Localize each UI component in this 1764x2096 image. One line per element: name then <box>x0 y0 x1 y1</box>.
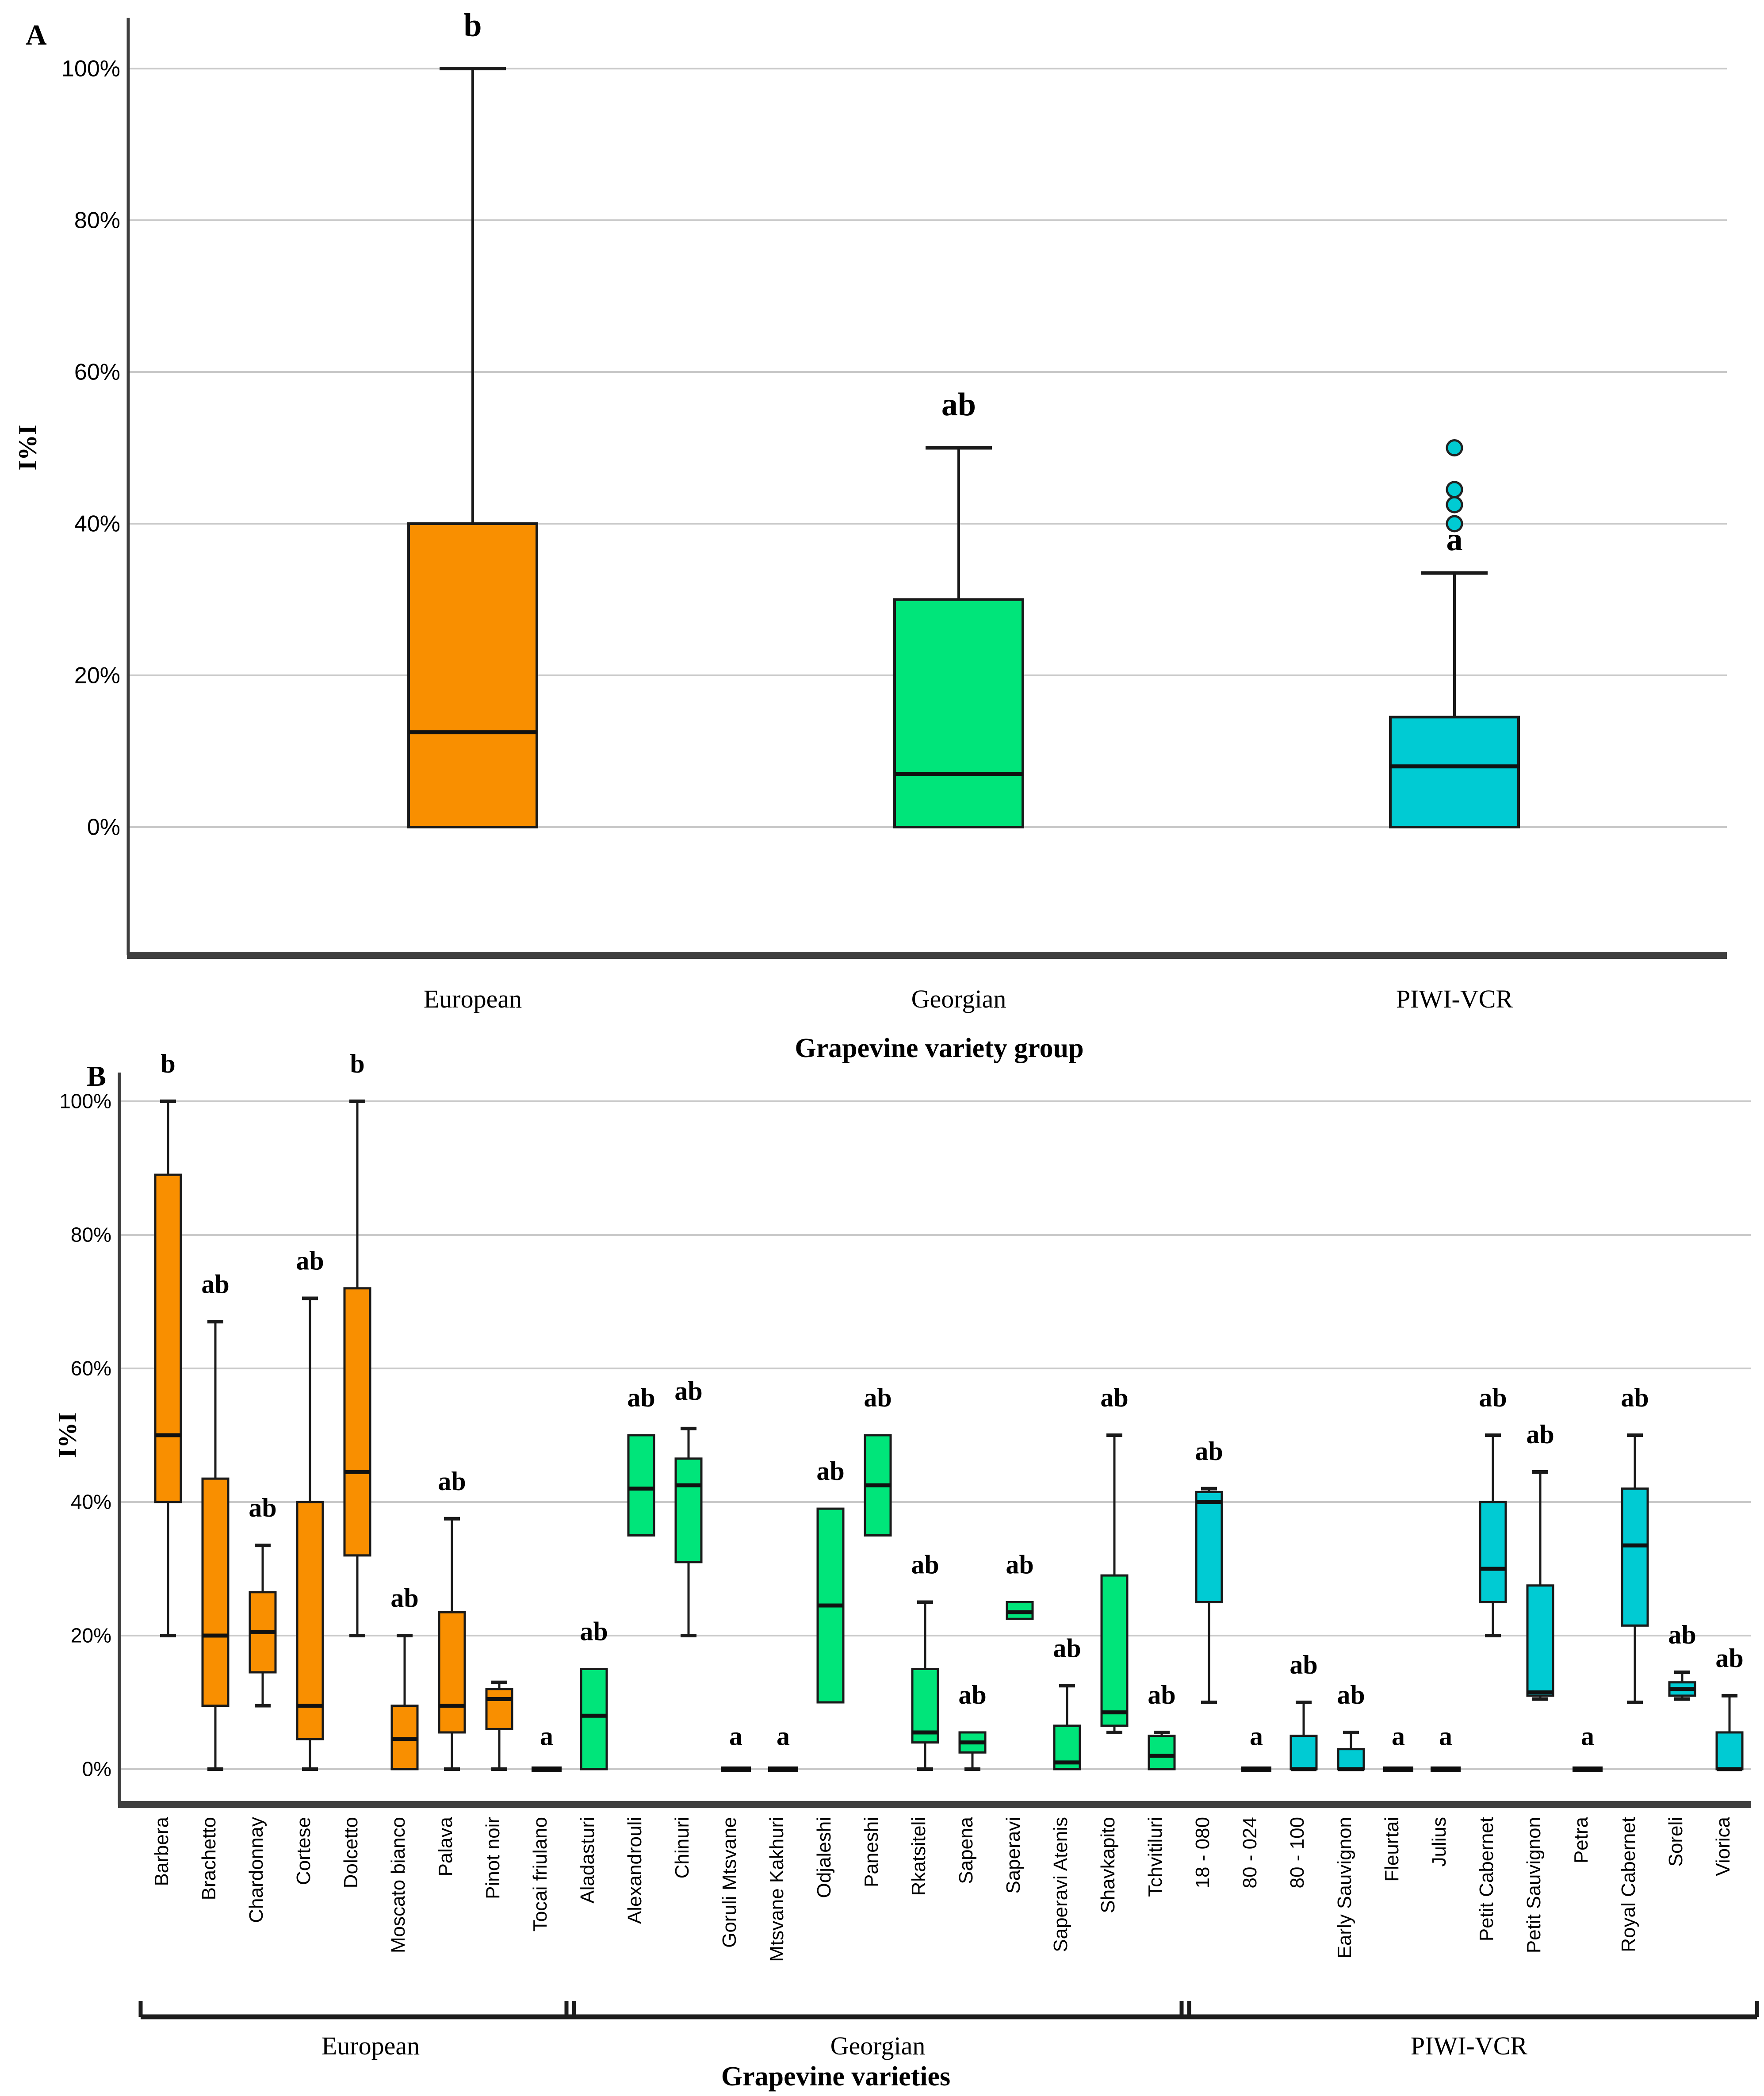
panel-b-variety-label: 18 - 080 <box>1192 1817 1213 1889</box>
panel-b-variety-label: Pinot noir <box>482 1817 504 1899</box>
panel-b-zero-dash <box>532 1766 562 1772</box>
panel-b-box <box>628 1435 654 1536</box>
panel-b-y-tick-label: 20% <box>70 1624 111 1647</box>
panel-b-variety-label: Moscato bianco <box>387 1817 409 1954</box>
panel-b-sig-label: a <box>1250 1721 1263 1751</box>
panel-b-zero-dash <box>721 1766 751 1772</box>
panel-b-box <box>1338 1749 1364 1769</box>
panel-a-box <box>1390 717 1519 827</box>
panel-b-variety-label: Dolcetto <box>340 1817 362 1889</box>
panel-a-y-tick-label: 100% <box>61 56 120 82</box>
panel-b-bracket-label-georgian: Georgian <box>830 2031 926 2060</box>
panel-b-variety-label: Shavkapito <box>1097 1817 1119 1913</box>
panel-b-sig-label: ab <box>249 1493 277 1523</box>
panel-b-variety-label: Soreli <box>1665 1817 1687 1867</box>
panel-b-variety-label: Saperavi <box>1003 1817 1024 1894</box>
panel-b-y-tick-label: 80% <box>70 1223 111 1246</box>
panel-a-y-axis-label: I%I <box>13 425 42 471</box>
panel-a-y-tick-label: 0% <box>87 814 120 840</box>
panel-b-sig-label: ab <box>1053 1633 1081 1663</box>
panel-b-sig-label: a <box>1392 1721 1405 1751</box>
panel-b-box <box>1622 1489 1648 1626</box>
panel-a-x-axis-title: Grapevine variety group <box>795 1033 1084 1063</box>
panel-b-box <box>1291 1736 1316 1770</box>
panel-b-variety-label: Viorica <box>1712 1817 1734 1876</box>
panel-b-variety-label: 80 - 024 <box>1239 1817 1261 1889</box>
panel-b-box <box>1480 1502 1506 1602</box>
panel-b-sig-label: ab <box>1715 1643 1744 1673</box>
panel-b-sig-label: ab <box>438 1466 466 1496</box>
panel-b-sig-label: ab <box>674 1376 703 1406</box>
panel-b-y-tick-label: 60% <box>70 1356 111 1380</box>
panel-b-y-tick-label: 100% <box>59 1089 111 1113</box>
panel-b-zero-dash <box>1241 1766 1271 1772</box>
panel-b-box <box>439 1612 465 1732</box>
panel-b-sig-label: ab <box>1526 1420 1554 1449</box>
panel-b-box <box>1527 1586 1553 1696</box>
panel-b-box <box>297 1502 323 1739</box>
panel-b-box <box>155 1175 181 1502</box>
panel-b-sig-label: ab <box>1195 1436 1223 1466</box>
panel-b-variety-label: Tocai friulano <box>529 1817 551 1932</box>
panel-b-y-axis-label: I%I <box>53 1412 82 1458</box>
panel-b-variety-label: Petra <box>1570 1817 1592 1864</box>
panel-b-variety-label: 80 - 100 <box>1286 1817 1308 1889</box>
panel-b-box <box>344 1288 370 1556</box>
panel-b-sig-label: ab <box>1337 1680 1365 1710</box>
panel-a-y-tick-label: 80% <box>74 207 120 234</box>
panel-b-variety-label: Aladasturi <box>577 1817 598 1904</box>
panel-b-variety-label: Palava <box>435 1817 456 1877</box>
panel-b-variety-label: Chardonnay <box>245 1817 267 1923</box>
panel-b-variety-label: Early Sauvignon <box>1334 1817 1355 1959</box>
panel-a-y-tick-label: 20% <box>74 663 120 689</box>
panel-b-sig-label: ab <box>1290 1650 1318 1680</box>
panel-b-variety-label: Sapena <box>955 1817 977 1884</box>
panel-b-variety-label: Mtsvane Kakhuri <box>766 1817 788 1962</box>
panel-a-outlier-point <box>1447 482 1462 497</box>
panel-b-box <box>1149 1736 1175 1770</box>
panel-b-variety-label: Alexandrouli <box>624 1817 646 1924</box>
panel-b-box <box>581 1669 607 1770</box>
panel-b-variety-label: Chinuri <box>671 1817 693 1879</box>
panel-b-variety-label: Cortese <box>293 1817 314 1885</box>
panel-a-category-european: European <box>423 985 522 1013</box>
panel-b-box <box>1102 1575 1127 1726</box>
panel-b-y-tick-label: 0% <box>82 1757 111 1781</box>
panel-b-variety-label: Fleurtai <box>1381 1817 1403 1882</box>
panel-b-x-axis-title: Grapevine varieties <box>721 2062 951 2092</box>
panel-a-category-georgian: Georgian <box>911 985 1006 1013</box>
panel-a-outlier-point <box>1447 497 1462 512</box>
panel-b-sig-label: ab <box>1621 1383 1649 1413</box>
panel-b-box <box>1196 1492 1222 1602</box>
panel-b-variety-label: Tchvitiluri <box>1144 1817 1166 1897</box>
panel-b-sig-label: a <box>729 1721 742 1751</box>
panel-a-letter: A <box>26 19 47 51</box>
panel-b-box <box>203 1479 228 1705</box>
panel-b-variety-label: Odjaleshi <box>813 1817 835 1898</box>
panel-b-y-tick-label: 40% <box>70 1490 111 1514</box>
panel-a-sig-label: a <box>1446 521 1463 558</box>
panel-a-y-tick-label: 60% <box>74 359 120 385</box>
panel-b-letter: B <box>87 1060 107 1092</box>
panel-b-zero-dash <box>1383 1766 1413 1772</box>
panel-b-variety-label: Petit Sauvignon <box>1523 1817 1545 1954</box>
panel-b-sig-label: ab <box>580 1617 608 1646</box>
panel-b-box <box>486 1689 512 1729</box>
panel-b-variety-label: Goruli Mtsvane <box>719 1817 740 1948</box>
panel-b-variety-label: Paneshi <box>861 1817 882 1888</box>
panel-b-sig-label: ab <box>296 1246 324 1276</box>
panel-b-variety-label: Royal Cabernet <box>1618 1817 1639 1952</box>
panel-a-y-tick-label: 40% <box>74 511 120 537</box>
panel-b-sig-label: ab <box>627 1383 655 1413</box>
panel-b-sig-label: a <box>540 1721 553 1751</box>
panel-a-sig-label: ab <box>941 386 976 423</box>
panel-b-sig-label: a <box>1439 1721 1452 1751</box>
panel-b-sig-label: a <box>777 1721 790 1751</box>
panel-b-bracket-label-european: European <box>321 2031 420 2060</box>
panel-b-variety-label: Rkatsiteli <box>908 1817 930 1896</box>
panel-a-sig-label: b <box>463 7 482 44</box>
panel-b-sig-label: b <box>161 1049 176 1079</box>
panel-b-variety-label: Petit Cabernet <box>1476 1817 1497 1942</box>
panel-a-box <box>409 524 537 827</box>
panel-b-box <box>1717 1732 1742 1769</box>
panel-b-sig-label: ab <box>1148 1680 1176 1710</box>
panel-b-sig-label: ab <box>390 1583 419 1613</box>
panel-b-sig-label: ab <box>864 1383 892 1413</box>
panel-b-sig-label: ab <box>958 1680 987 1710</box>
panel-b-sig-label: a <box>1581 1721 1594 1751</box>
panel-b-sig-label: ab <box>201 1269 230 1299</box>
panel-a-outlier-point <box>1447 441 1462 456</box>
panel-b-variety-label: Julius <box>1428 1817 1450 1867</box>
panel-b-variety-label: Barbera <box>151 1817 172 1886</box>
panel-b-zero-dash <box>1431 1766 1461 1772</box>
panel-b-sig-label: ab <box>1479 1383 1507 1413</box>
panel-a-category-piwi-vcr: PIWI-VCR <box>1396 985 1513 1013</box>
panel-b-sig-label: ab <box>911 1550 939 1579</box>
panel-b-box <box>676 1459 701 1562</box>
panel-b-sig-label: b <box>350 1049 365 1079</box>
panel-b-bracket-label-piwi-vcr: PIWI-VCR <box>1410 2031 1528 2060</box>
panel-b-sig-label: ab <box>1668 1620 1696 1650</box>
panel-a-box <box>895 600 1023 828</box>
panel-b-sig-label: ab <box>1006 1550 1034 1579</box>
panel-b-sig-label: ab <box>1100 1383 1129 1413</box>
panel-b-sig-label: ab <box>816 1456 845 1486</box>
panel-b-variety-label: Saperavi Atenis <box>1050 1817 1071 1952</box>
panel-b-zero-dash <box>1573 1766 1603 1772</box>
panel-b-variety-label: Brachetto <box>198 1817 220 1901</box>
panel-b-zero-dash <box>768 1766 798 1772</box>
